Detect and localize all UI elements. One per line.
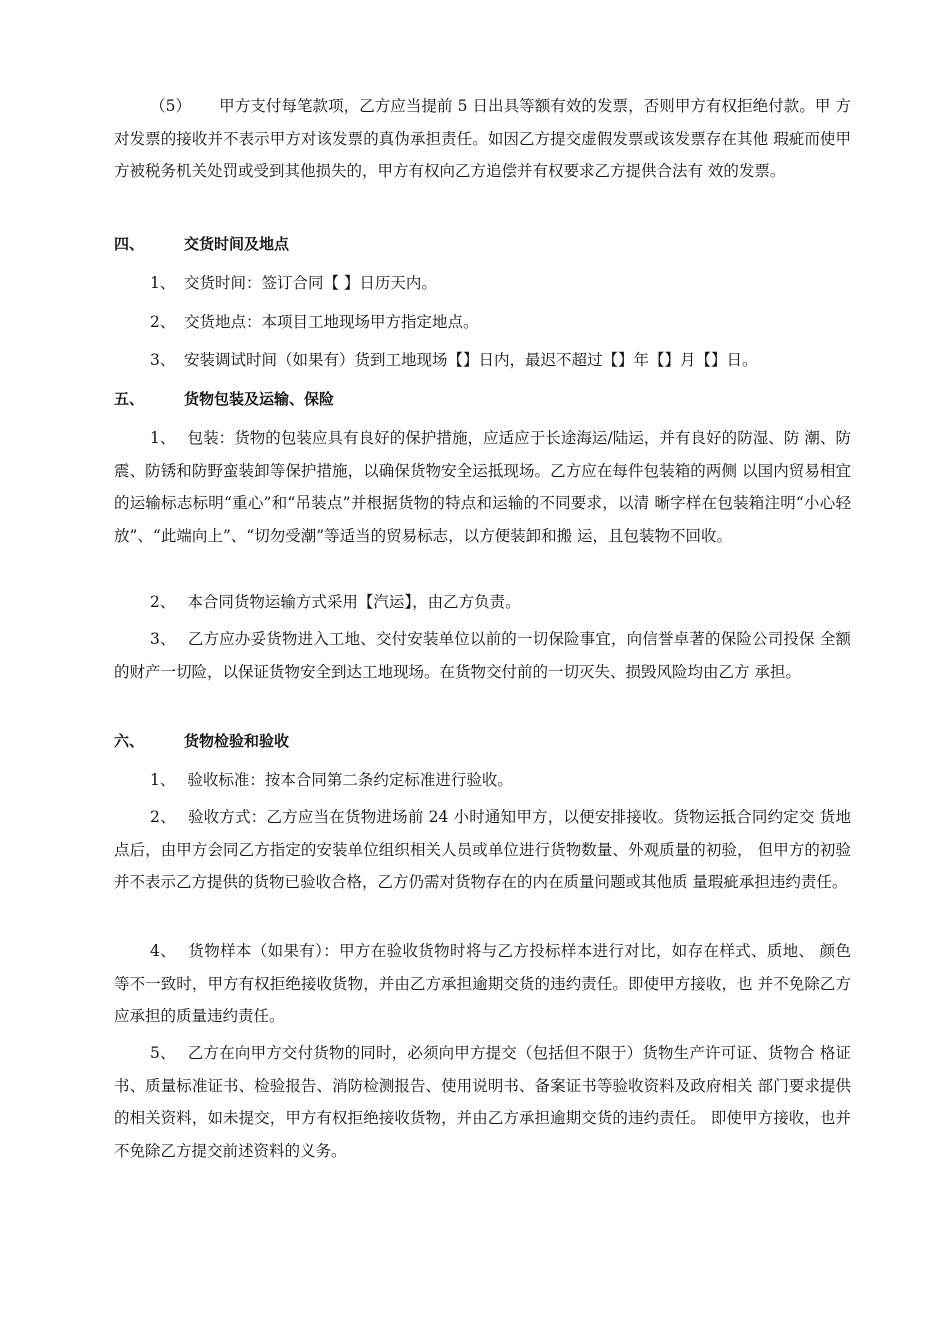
section-5-title: 货物包装及运输、保险 xyxy=(184,390,335,408)
section-5-item-3: 3、 乙方应办妥货物进入工地、交付安装单位以前的一切保险事宜，向信誉卓著的保险公司投保 全额的财产一切险，以保证货物安全到达工地现场。在货物交付前的一切灭失、损毁风险均由乙方 承担。 xyxy=(114,630,851,681)
section-4-title: 交货时间及地点 xyxy=(184,235,290,253)
section-5-heading xyxy=(114,383,334,415)
section-5-item-2: 2、 本合同货物运输方式采用【汽运】，由乙方负责。 xyxy=(150,593,521,611)
section-4-item-1: 1、 交货时间：签订合同【 】日历天内。 xyxy=(150,274,437,292)
section-6-item-2: 2、 验收方式：乙方应当在货物进场前 24 小时通知甲方，以便安排接收。货物运抵合同约定交 货地点后，由甲方会同乙方指定的安装单位组织相关人员或单位进行货物数量、外观质量的初验， 但甲方的初验并不表示乙方提供的货物已验收合格，乙方仍需对货物存在的内在质量问题或其他质 量瑕疵承担违约责任。 xyxy=(114,808,851,891)
section-5-number: 五、 xyxy=(114,390,145,408)
section-6-heading xyxy=(114,725,289,757)
section-6-item-1: 1、 验收标准：按本合同第二条约定标准进行验收。 xyxy=(150,771,513,789)
section-6-title: 货物检验和验收 xyxy=(184,732,290,750)
section-5-item-1: 1、 包装：货物的包装应具有良好的保护措施，应适应于长途海运/陆运，并有良好的防湿、防 潮、防震、防锈和防野蛮装卸等保护措施，以确保货物安全运抵现场。乙方应在每件包装箱的两侧 以国内贸易相宜的运输标志标明“重心”和“吊装点”并根据货物的特点和运输的不同要求，以清 晰字样在包装箱注明“小心轻放”、“此端向上”、“切勿受潮”等适当的贸易标志，以方便装卸和搬 运，且包装物不回收。 xyxy=(114,429,851,545)
section-6-item-5: 5、 乙方在向甲方交付货物的同时，必须向甲方提交（包括但不限于）货物生产许可证、货物合 格证书、质量标准证书、检验报告、消防检测报告、使用说明书、备案证书等验收资料及政府相关 部门要求提供的相关资料，如未提交，甲方有权拒绝接收货物，并由乙方承担逾期交货的违约责任。 即使甲方接收，也并不免除乙方提交前述资料的义务。 xyxy=(114,1044,851,1160)
clause-5-number: （5） xyxy=(150,97,192,115)
section-4-heading xyxy=(114,228,289,260)
section-6-item-4: 4、 货物样本（如果有）：甲方在验收货物时将与乙方投标样本进行对比，如存在样式、质地、 颜色等不一致时，甲方有权拒绝接收货物，并由乙方承担逾期交货的违约责任。即使甲方接收，也 并不免除乙方应承担的质量违约责任。 xyxy=(114,942,851,1025)
section-4-item-3: 3、 安装调试时间（如果有）货到工地现场【】日内，最迟不超过【】年【】月【】日。 xyxy=(150,351,758,369)
section-6-number: 六、 xyxy=(114,732,145,750)
clause-5-paragraph xyxy=(114,90,851,188)
section-4-number: 四、 xyxy=(114,235,145,253)
section-4-item-2: 2、 交货地点：本项目工地现场甲方指定地点。 xyxy=(150,313,479,331)
clause-5-text: 甲方支付每笔款项，乙方应当提前 5 日出具等额有效的发票，否则甲方有权拒绝付款。甲 方对发票的接收并不表示甲方对该发票的真伪承担责任。如因乙方提交虚假发票或该发票存在其他 瑕疵而使甲方被税务机关处罚或受到其他损失的，甲方有权向乙方追偿并有权要求乙方提供合法有 效的发票。 xyxy=(114,97,851,180)
